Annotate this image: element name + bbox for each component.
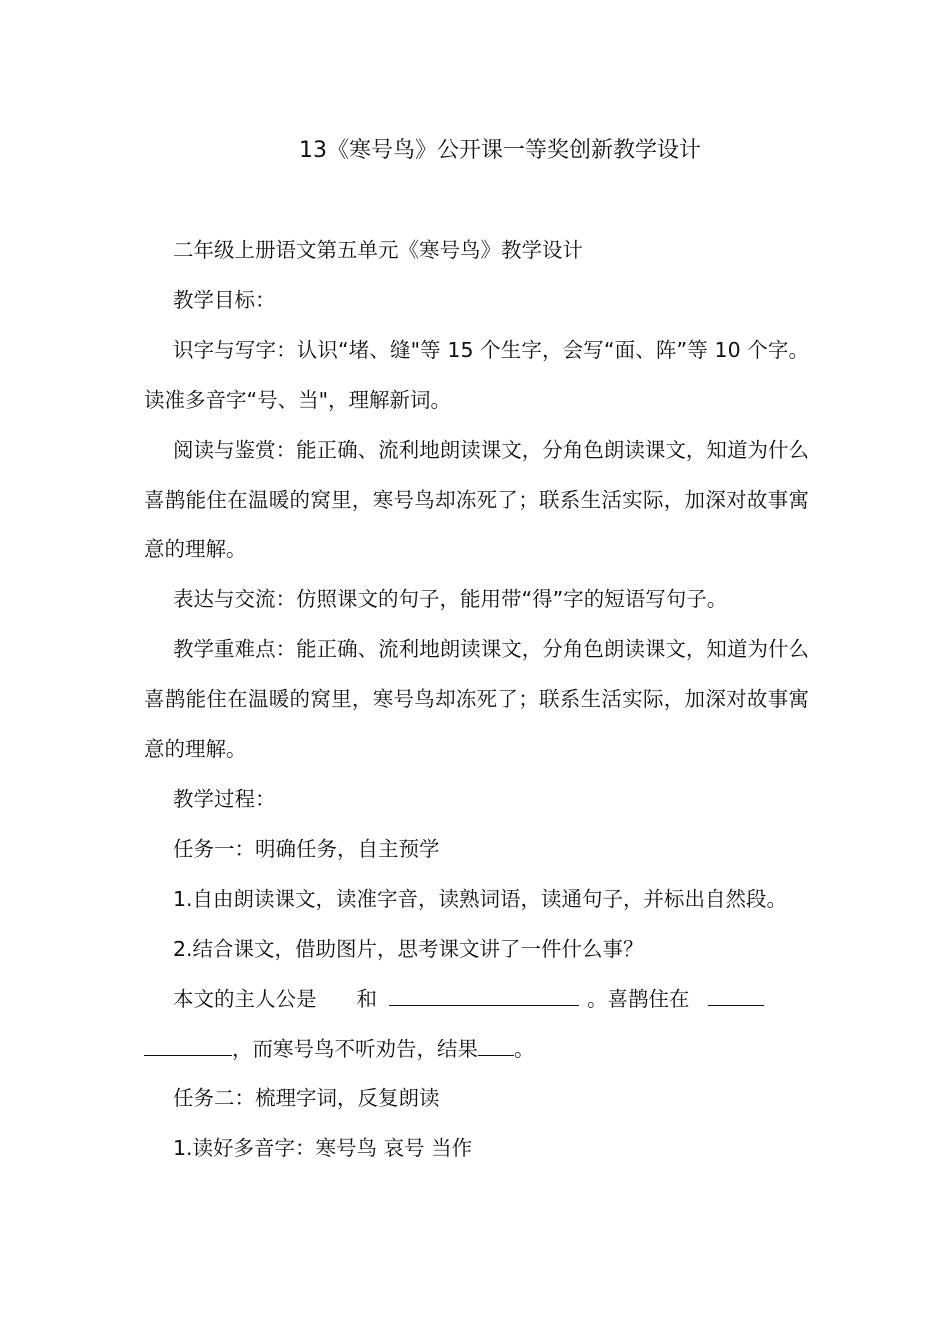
fill-blank-text-1: 本文的主人公是 bbox=[173, 986, 317, 1011]
blank-magpie-home-start[interactable] bbox=[708, 1004, 764, 1006]
paragraph-task-two: 任务二：梳理字词，反复朗读 bbox=[173, 1086, 440, 1111]
paragraph-task-one: 任务一：明确任务，自主预学 bbox=[173, 836, 440, 861]
paragraph-key-points: 教学重难点：能正确、流利地朗读课文，分角色朗读课文，知道为什么喜鹊能住在温暖的窝里，寒号鸟却冻死了；联系生活实际，加深对故事寓意的理解。 bbox=[144, 637, 809, 762]
paragraph-expression-goal: 表达与交流：仿照课文的句子，能用带“得”字的短语写句子。 bbox=[173, 587, 728, 612]
fill-blank-text-5: 。 bbox=[514, 1036, 535, 1061]
paragraph-reading-goal: 阅读与鉴赏：能正确、流利地朗读课文，分角色朗读课文，知道为什么喜鹊能住在温暖的窝里，寒号鸟却冻死了；联系生活实际，加深对故事寓意的理解。 bbox=[144, 437, 809, 562]
blank-protagonist-2[interactable] bbox=[389, 1004, 579, 1006]
blank-result[interactable] bbox=[478, 1054, 514, 1056]
paragraph-process-heading: 教学过程： bbox=[173, 786, 276, 811]
paragraph-task-one-step-1: 1.自由朗读课文，读准字音，读熟词语，读通句子，并标出自然段。 bbox=[173, 886, 788, 911]
fill-blank-text-3: 。喜鹊住在 bbox=[587, 986, 690, 1011]
fill-blank-line-1 bbox=[173, 987, 764, 1011]
paragraph-task-two-step-1: 1.读好多音字：寒号鸟 哀号 当作 bbox=[173, 1136, 473, 1161]
fill-blank-text-2: 和 bbox=[356, 986, 377, 1011]
document-title: 13《寒号鸟》公开课一等奖创新教学设计 bbox=[299, 138, 701, 163]
blank-magpie-home-end[interactable] bbox=[144, 1054, 232, 1056]
paragraph-unit-heading: 二年级上册语文第五单元《寒号鸟》教学设计 bbox=[173, 238, 583, 262]
document-body bbox=[144, 226, 809, 1174]
paragraph-literacy-goal: 识字与写字：认识“堵、缝"等 15 个生字，会写“面、阵”等 10 个字。读准多音字“号、当"，理解新词。 bbox=[144, 337, 809, 412]
fill-blank-text-4: ，而寒号鸟不听劝告，结果 bbox=[232, 1036, 478, 1061]
paragraph-task-one-step-2: 2.结合课文，借助图片，思考课文讲了一件什么事？ bbox=[173, 936, 644, 961]
paragraph-fill-in-blank bbox=[144, 975, 809, 1075]
paragraph-objectives-heading: 教学目标： bbox=[173, 287, 276, 312]
